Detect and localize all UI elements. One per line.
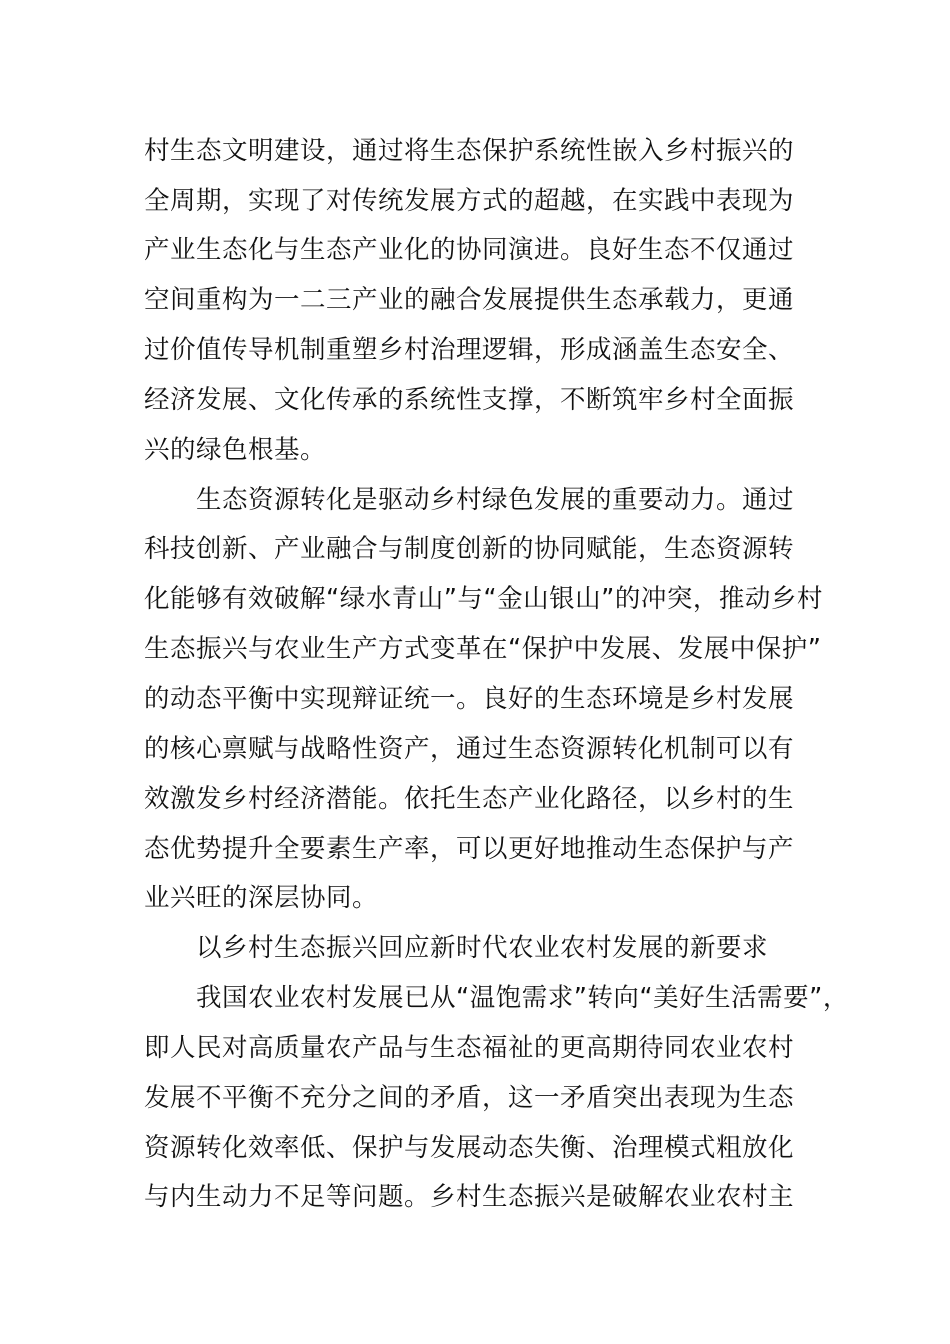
paragraph-first-line: 我国农业农村发展已从“温饱需求”转向“美好生活需要”， (196, 983, 849, 1013)
body-text-line: 即人民对高质量农产品与生态福祉的更高期待同农业农村 (144, 1033, 795, 1063)
body-text-line: 生态振兴与农业生产方式变革在“保护中发展、发展中保护” (144, 634, 822, 664)
body-text-line: 空间重构为一二三产业的融合发展提供生态承载力，更通 (144, 285, 795, 315)
body-text-line: 业兴旺的深层协同。 (144, 883, 379, 913)
body-text-line: 兴的绿色根基。 (144, 435, 327, 465)
body-text-line: 态优势提升全要素生产率，可以更好地推动生态保护与产 (144, 834, 795, 864)
body-text-line: 科技创新、产业融合与制度创新的协同赋能，生态资源转 (144, 534, 795, 564)
body-text-line: 全周期，实现了对传统发展方式的超越，在实践中表现为 (144, 186, 795, 216)
body-text-line: 产业生态化与生态产业化的协同演进。良好生态不仅通过 (144, 235, 795, 265)
body-text-line: 过价值传导机制重塑乡村治理逻辑，形成涵盖生态安全、 (144, 335, 795, 365)
body-text-line: 与内生动力不足等问题。乡村生态振兴是破解农业农村主 (144, 1182, 795, 1212)
body-text-line: 资源转化效率低、保护与发展动态失衡、治理模式粗放化 (144, 1133, 795, 1163)
body-text-line: 的动态平衡中实现辩证统一。良好的生态环境是乡村发展 (144, 684, 795, 714)
body-text-line: 效激发乡村经济潜能。依托生态产业化路径，以乡村的生 (144, 784, 795, 814)
section-heading: 以乡村生态振兴回应新时代农业农村发展的新要求 (196, 933, 769, 963)
body-text-line: 经济发展、文化传承的系统性支撑，不断筑牢乡村全面振 (144, 385, 795, 415)
body-text-line: 村生态文明建设，通过将生态保护系统性嵌入乡村振兴的 (144, 136, 795, 166)
body-text-line: 发展不平衡不充分之间的矛盾，这一矛盾突出表现为生态 (144, 1083, 795, 1113)
paragraph-first-line: 生态资源转化是驱动乡村绿色发展的重要动力。通过 (196, 485, 795, 515)
body-text-line: 化能够有效破解“绿水青山”与“金山银山”的冲突，推动乡村 (144, 584, 823, 614)
body-text-line: 的核心禀赋与战略性资产，通过生态资源转化机制可以有 (144, 734, 795, 764)
